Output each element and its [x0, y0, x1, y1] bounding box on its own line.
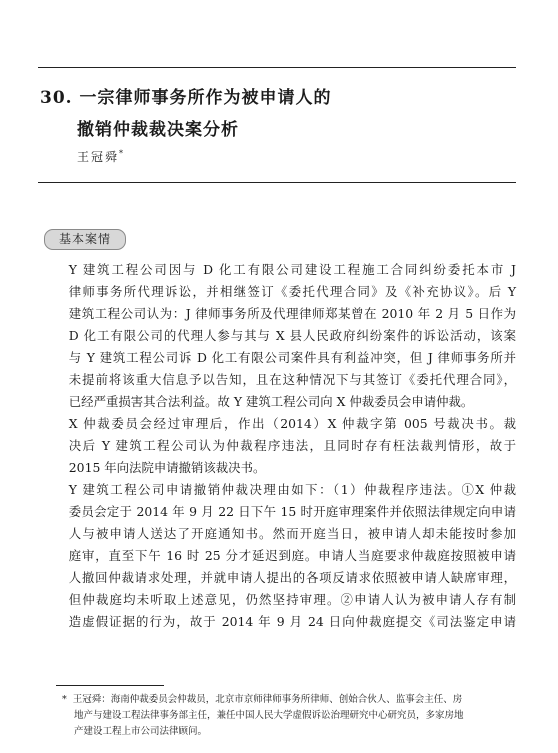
- text-line: Y 建筑工程公司申请撤销仲裁决理由如下：（1）仲裁程序违法。①X 仲裁: [68, 482, 516, 497]
- text-line: 造虚假证据的行为，故于 2014 年 9 月 24 日向仲裁庭提交《司法鉴定申请: [68, 614, 516, 629]
- footnote-line: [62, 692, 518, 708]
- text-line: X 仲裁委员会经过审理后，作出（2014）X 仲裁字第 005 号裁决书。裁: [68, 416, 516, 431]
- footnote: [62, 692, 518, 740]
- text-line: 人撤回仲裁请求处理，并就申请人提出的各项反请求依照被申请人缺席审理，: [68, 570, 516, 585]
- author-name: 王冠舜: [77, 150, 120, 164]
- text-line: 决后 Y 建筑工程公司认为仲裁程序违法，且同时存有枉法裁判情形，故于: [68, 438, 516, 453]
- paragraph: [44, 259, 516, 413]
- text-line: 律师事务所代理诉讼，并相继签订《委托代理合同》及《补充协议》。后 Y: [68, 284, 516, 299]
- text-line: Y 建筑工程公司因与 D 化工有限公司建设工程施工合同纠纷委托本市 J: [68, 262, 516, 277]
- footnote-marker: *: [62, 694, 67, 705]
- body-text: [44, 259, 516, 633]
- footnote-line: 地产与建设工程法律事务部主任，兼任中国人民大学虚假诉讼治理研究中心研究员，多家房地: [74, 710, 464, 721]
- text-line: 未提前将该重大信息予以告知，且在这种情况下与其签订《委托代理合同》，: [68, 372, 516, 387]
- footnote-separator: [56, 685, 164, 686]
- footnote-text: 王冠舜：海南仲裁委员会仲裁员，北京市京师律师事务所律师、创始合伙人、监事会主任、房: [72, 694, 463, 705]
- text-line: 但仲裁庭均未听取上述意见，仍然坚持审理。②申请人认为被申请人存有制: [68, 592, 516, 607]
- text-line: 委员会定于 2014 年 9 月 22 日下午 15 时开庭审理案件并依照法律规定向申请: [68, 504, 516, 519]
- footnote-line: 产建设工程上市公司法律顾问。: [74, 726, 208, 737]
- text-line: 庭审，直至下午 16 时 25 分才延迟到庭。申请人当庭要求仲裁庭按照被申请: [68, 548, 516, 563]
- text-line: 与 Y 建筑工程公司诉 D 化工有限公司案件具有利益冲突，但 J 律师事务所并: [68, 350, 516, 365]
- section-label: 基本案情: [44, 229, 126, 250]
- text-line: D 化工有限公司的代理人参与其与 X 县人民政府纠纷案件的诉讼活动，该案: [68, 328, 516, 343]
- header-bottom-rule: [38, 182, 516, 183]
- text-line: 2015 年向法院申请撤销该裁决书。: [68, 460, 266, 475]
- author-footnote-mark: *: [119, 149, 126, 158]
- author-byline: [77, 148, 125, 165]
- text-line: 已经严重损害其合法利益。故 Y 建筑工程公司向 X 仲裁委员会申请仲裁。: [68, 394, 474, 409]
- top-rule: [38, 67, 516, 68]
- article-title-line-1: 30. 一宗律师事务所作为被申请人的: [40, 88, 332, 108]
- article-title-line-2: 撤销仲裁裁决案分析: [77, 120, 239, 140]
- paragraph: [44, 413, 516, 479]
- text-line: 建筑工程公司认为：J 律师事务所及代理律师郑某曾在 2010 年 2 月 5 日作为: [68, 306, 516, 321]
- paragraph: [44, 479, 516, 633]
- text-line: 人与被申请人送达了开庭通知书。然而开庭当日，被申请人却未能按时参加: [68, 526, 516, 541]
